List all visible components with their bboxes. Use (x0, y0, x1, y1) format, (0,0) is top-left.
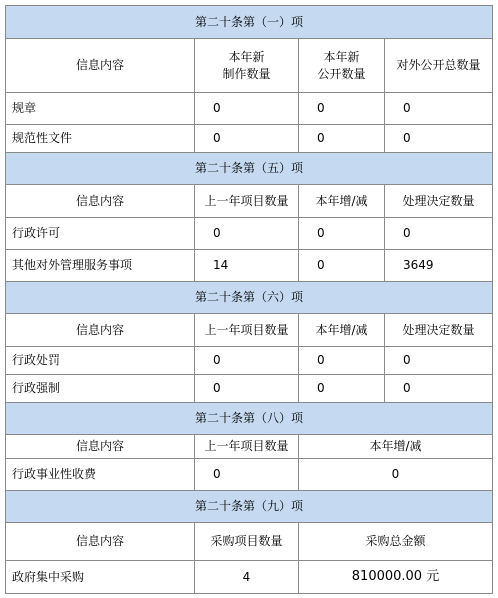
header-cell: 信息内容 (75, 534, 124, 549)
value-cell: 0 (194, 375, 298, 402)
value-cell: 0 (384, 125, 492, 152)
header-cell: 采购总金额 (298, 523, 492, 560)
value-cell: 0 (194, 347, 298, 374)
section-title: 第二十条第（一）项 (6, 6, 492, 38)
header-cell: 本年增/减 (298, 314, 384, 346)
row-label: 行政事业性收费 (12, 467, 97, 482)
value-cell: 0 (194, 93, 298, 124)
value-cell: 0 (384, 218, 492, 249)
header-row (6, 434, 492, 458)
value-cell: 0 (298, 218, 384, 249)
table-row (6, 346, 492, 374)
value-cell: 0 (384, 347, 492, 374)
table-row (6, 249, 492, 281)
section-title: 第二十条第（八）项 (6, 403, 492, 434)
disclosure-table (5, 5, 493, 594)
table-row (6, 374, 492, 402)
value-cell: 3649 (384, 250, 492, 281)
section-title: 第二十条第（六）项 (6, 282, 492, 313)
section-title-row (6, 6, 492, 38)
value-cell: 0 (384, 375, 492, 402)
header-cell: 处理决定数量 (384, 314, 492, 346)
header-row (6, 184, 492, 217)
row-label: 规章 (12, 101, 37, 116)
value-cell: 0 (298, 93, 384, 124)
header-cell: 上一年项目数量 (194, 435, 298, 458)
header-cell: 本年新 制作数量 (194, 39, 298, 92)
header-cell: 本年新 公开数量 (298, 39, 384, 92)
value-cell: 810000.00 元 (298, 561, 492, 593)
table-row (6, 560, 492, 593)
value-cell: 0 (298, 347, 384, 374)
value-cell: 0 (298, 250, 384, 281)
header-cell: 信息内容 (75, 439, 124, 454)
header-cell: 处理决定数量 (384, 185, 492, 217)
header-cell: 信息内容 (75, 58, 124, 73)
section-title-row (6, 490, 492, 522)
header-row (6, 38, 492, 92)
row-label: 行政处罚 (12, 353, 61, 368)
value-cell: 14 (194, 250, 298, 281)
section-title: 第二十条第（五）项 (6, 153, 492, 184)
header-cell: 采购项目数量 (194, 523, 298, 560)
row-label: 规范性文件 (12, 131, 73, 146)
value-cell: 0 (298, 375, 384, 402)
row-label: 其他对外管理服务事项 (12, 258, 133, 273)
row-label: 行政强制 (12, 381, 61, 396)
header-row (6, 522, 492, 560)
table-row (6, 217, 492, 249)
header-cell: 上一年项目数量 (194, 314, 298, 346)
value-cell: 0 (194, 125, 298, 152)
value-cell: 0 (384, 93, 492, 124)
header-cell: 上一年项目数量 (194, 185, 298, 217)
section-title-row (6, 402, 492, 434)
row-label: 行政许可 (12, 226, 61, 241)
header-cell: 本年增/减 (298, 435, 492, 458)
table-row (6, 458, 492, 490)
section-title-row (6, 281, 492, 313)
value-cell: 0 (194, 459, 298, 490)
table-row (6, 92, 492, 124)
section-title: 第二十条第（九）项 (6, 491, 492, 522)
row-label: 政府集中采购 (12, 569, 85, 584)
section-title-row (6, 152, 492, 184)
header-row (6, 313, 492, 346)
header-cell: 信息内容 (75, 193, 124, 208)
value-cell: 0 (298, 125, 384, 152)
header-cell: 信息内容 (75, 322, 124, 337)
value-cell: 0 (194, 218, 298, 249)
value-cell: 4 (194, 561, 298, 593)
header-cell: 对外公开总数量 (384, 39, 492, 92)
value-cell: 0 (298, 459, 492, 490)
header-cell: 本年增/减 (298, 185, 384, 217)
table-row (6, 124, 492, 152)
